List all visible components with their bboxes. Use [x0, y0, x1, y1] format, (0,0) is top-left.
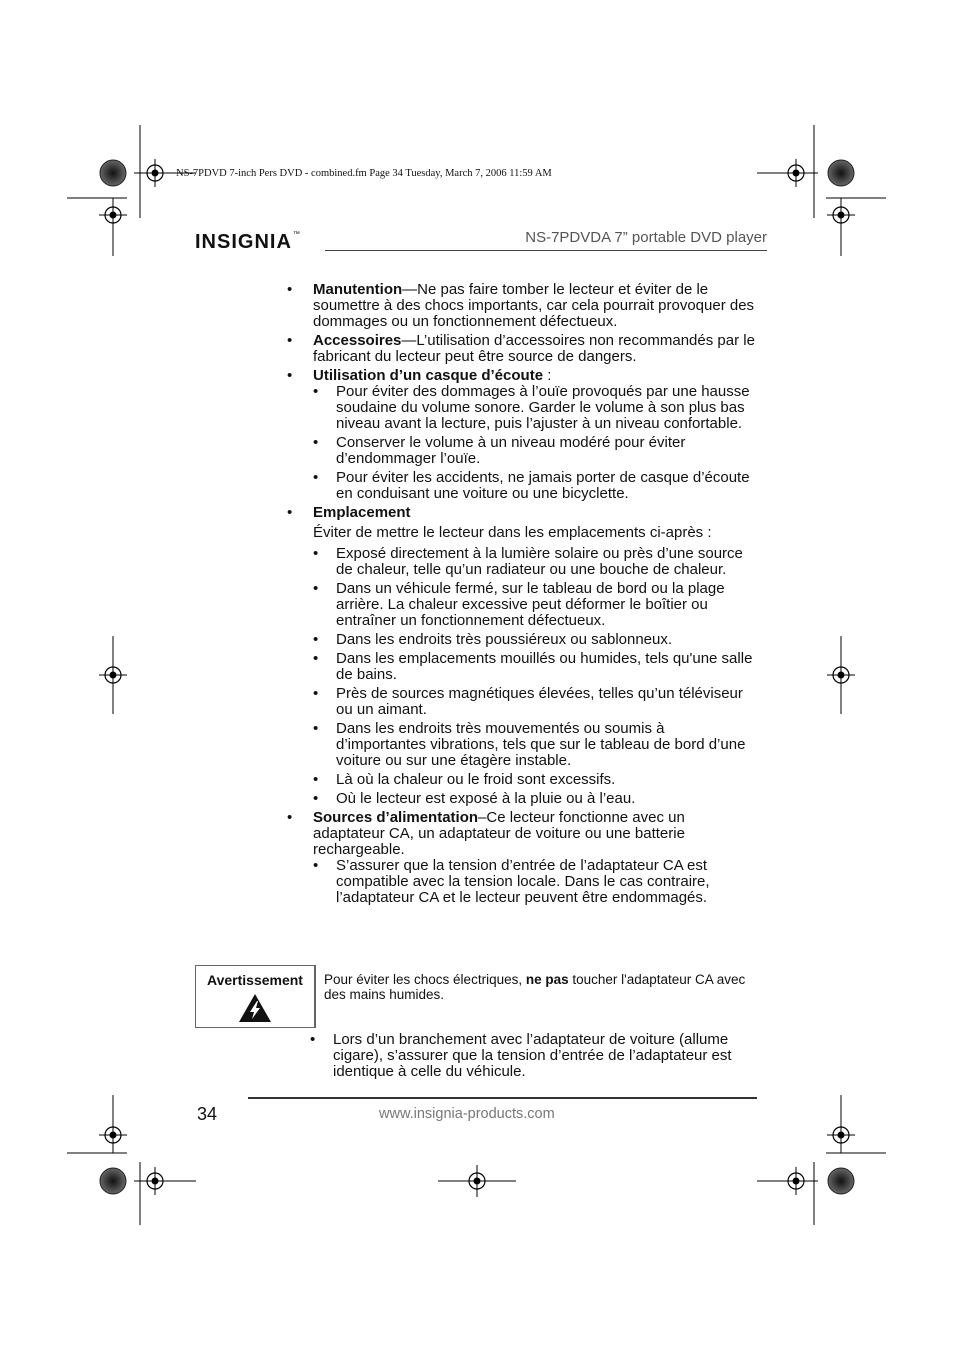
list-item-text: Dans les emplacements mouillés ou humides, tels qu'une salle de bains.: [336, 650, 753, 683]
print-info: NS-7PDVD 7-inch Pers DVD - combined.fm Page 34 Tuesday, March 7, 2006 11:59 AM: [176, 168, 552, 179]
warning-text-after: toucher l'adaptateur CA avec des mains humides.: [324, 972, 746, 1002]
list-item: [313, 384, 757, 432]
item-accessoires: [287, 333, 757, 365]
list-item-text: Dans les endroits très mouvementés ou soumis à d’importantes vibrations, tels que sur le tableau de bord d’une voiture ou sur une étagère instable.: [336, 720, 746, 769]
bullet: •: [287, 332, 293, 349]
list-item: [313, 470, 757, 502]
sub-list: [313, 546, 757, 807]
item-text: —Ne pas faire tomber le lecteur et éviter de le soumettre à des chocs importants, car cela pourrait provoquer des dommages ou un fonctionnement défectueux.: [313, 281, 755, 330]
bullet: •: [313, 631, 319, 648]
item-alimentation: [287, 810, 757, 906]
item-title: Sources d’alimentation: [313, 809, 479, 826]
warning-divider: [315, 965, 316, 1028]
item-text: –Ce lecteur fonctionne avec un adaptateur CA, un adaptateur de voiture ou une batterie rechargeable.: [313, 809, 685, 858]
bullet: •: [287, 504, 293, 521]
list-item-text: Lors d’un branchement avec l’adaptateur de voiture (allume cigare), s’assurer que la tension d’entrée de l’adaptateur est identique à celle du véhicule.: [333, 1031, 732, 1080]
item-title: Utilisation d’un casque d’écoute: [313, 367, 544, 384]
item-manutention: [287, 282, 757, 330]
list-item: [313, 651, 757, 683]
warning-text: [324, 972, 754, 1002]
sub-list: [313, 384, 757, 502]
item-title: Accessoires: [313, 332, 402, 349]
bullet-list: [287, 282, 757, 906]
list-item-text: S’assurer que la tension d’entrée de l’adaptateur CA est compatible avec la tension locale. Dans le cas contraire, l’adaptateur CA et le lecteur peuvent être endommagés.: [336, 857, 710, 906]
sub-list: [313, 858, 757, 906]
page-number: 34: [197, 1104, 218, 1124]
warning-text-bold: ne pas: [525, 972, 569, 987]
warning-triangle-icon: [238, 993, 272, 1023]
list-item-text: Près de sources magnétiques élevées, telles qu’un téléviseur ou un aimant.: [336, 685, 743, 718]
list-item-text: Conserver le volume à un niveau modéré pour éviter d’endommager l’ouïe.: [336, 434, 686, 467]
bullet: •: [313, 383, 319, 400]
list-item-text: Pour éviter des dommages à l’ouïe provoqués par une hausse soudaine du volume sonore. Garder le volume à son plus bas niveau avant la lecture, puis l’ajuster à un niveau confortable.: [336, 383, 750, 432]
bullet: •: [313, 790, 319, 807]
list-item: [313, 721, 757, 769]
list-item-text: Dans les endroits très poussiéreux ou sablonneux.: [336, 631, 673, 648]
list-item-text: Là où la chaleur ou le froid sont excessifs.: [336, 771, 616, 788]
bullet: •: [313, 857, 319, 874]
warning-text-before: Pour éviter les chocs électriques,: [324, 972, 526, 987]
item-text: :: [543, 367, 552, 384]
logo-text: INSIGNIA: [195, 231, 292, 253]
header-title: NS-7PDVDA 7” portable DVD player: [525, 229, 767, 246]
item-title: Emplacement: [313, 504, 411, 521]
bullet: •: [313, 469, 319, 486]
bullet: •: [313, 434, 319, 451]
item-casque: [287, 368, 757, 502]
bullet: •: [287, 367, 293, 384]
list-item-text: Exposé directement à la lumière solaire ou près d’une source de chaleur, telle qu’un radiateur ou une bouche de chaleur.: [336, 545, 743, 578]
item-text: —L’utilisation d’accessoires non recommandés par le fabricant du lecteur peut être source de dangers.: [313, 332, 755, 365]
after-warning-item: [310, 1032, 760, 1083]
bullet: •: [313, 685, 319, 702]
bullet: •: [287, 809, 293, 826]
content: [287, 282, 757, 909]
bullet: •: [310, 1031, 316, 1048]
warning-label: Avertissement: [207, 972, 303, 988]
bullet: •: [287, 281, 293, 298]
list-item: [310, 1032, 760, 1080]
footer-rule: [248, 1097, 757, 1099]
item-intro: Éviter de mettre le lecteur dans les emplacements ci-après :: [313, 524, 712, 541]
list-item-text: Où le lecteur est exposé à la pluie ou à l’eau.: [336, 790, 636, 807]
bullet: •: [313, 545, 319, 562]
list-item: [313, 435, 757, 467]
bullet: •: [313, 720, 319, 737]
bullet: •: [313, 650, 319, 667]
list-item: [313, 686, 757, 718]
list-item-text: Dans un véhicule fermé, sur le tableau de bord ou la plage arrière. La chaleur excessive peut déformer le boîtier ou entraîner un fonctionnement défectueux.: [336, 580, 725, 629]
bullet: •: [313, 771, 319, 788]
insignia-logo: [195, 231, 301, 254]
footer-url: www.insignia-products.com: [379, 1106, 555, 1122]
bullet: •: [313, 580, 319, 597]
list-item: [313, 772, 757, 788]
list-item-text: Pour éviter les accidents, ne jamais porter de casque d’écoute en conduisant une voiture ou une bicyclette.: [336, 469, 750, 502]
list-item: [313, 791, 757, 807]
list-item: [313, 632, 757, 648]
item-title: Manutention: [313, 281, 403, 298]
list-item: [313, 546, 757, 578]
header-rule: [325, 250, 767, 251]
list-item: [313, 581, 757, 629]
item-emplacement: [287, 505, 757, 807]
logo-tm: ™: [292, 231, 301, 238]
list-item: [313, 858, 757, 906]
